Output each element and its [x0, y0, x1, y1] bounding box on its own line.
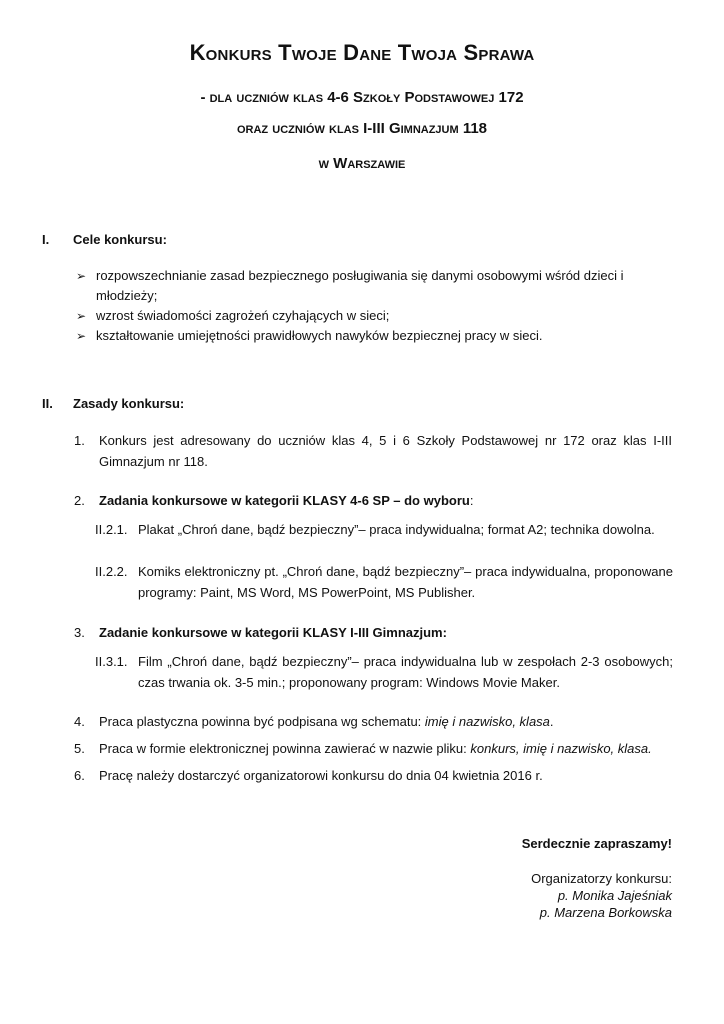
item-number: 6.: [74, 768, 85, 783]
item-number: 2.: [74, 493, 85, 508]
item-heading: Zadania konkursowe w kategorii KLASY 4-6 SP – do wyboru: [99, 493, 470, 508]
invitation-text: Serdecznie zapraszamy!: [521, 836, 672, 851]
list-item: ➢ kształtowanie umiejętności prawidłowych nawyków bezpiecznej pracy w sieci.: [76, 326, 676, 346]
subitem-3-1: [95, 651, 673, 693]
item-number: 5.: [74, 741, 85, 756]
subitem-number: II.2.1.: [95, 522, 128, 537]
organizers-block: [531, 870, 672, 921]
arrow-bullet-icon: ➢: [76, 309, 87, 323]
item-heading: Zadanie konkursowe w kategorii KLASY I-III Gimnazjum:: [99, 625, 447, 640]
subtitle-line-2: oraz uczniów klas I-III Gimnazjum 118: [236, 120, 488, 137]
subtitle-line-3: w Warszawie: [318, 155, 406, 172]
arrow-bullet-icon: ➢: [76, 269, 87, 283]
section-heading-goals: [42, 232, 167, 247]
organizer-name: p. Marzena Borkowska: [539, 905, 672, 920]
section-title: Cele konkursu:: [73, 232, 167, 247]
subtitle-line-1: - dla uczniów klas 4-6 Szkoły Podstawowej 172: [200, 89, 524, 106]
list-item: ➢ wzrost świadomości zagrożeń czyhających w sieci;: [76, 306, 676, 326]
section-heading-rules: [42, 396, 184, 411]
item-text: Konkurs jest adresowany do uczniów klas 4, 5 i 6 Szkoły Podstawowej nr 172 oraz klas I-III Gimnazjum nr 118.: [99, 433, 672, 469]
subitem-2-1: [95, 519, 673, 540]
organizers-label: Organizatorzy konkursu:: [531, 871, 672, 886]
subitem-number: II.2.2.: [95, 564, 128, 579]
document-title: Konkurs Twoje Dane Twoja Sprawa: [189, 40, 535, 65]
goals-list: [76, 266, 676, 346]
subitem-text: Film „Chroń dane, bądź bezpieczny”– praca indywidualna lub w zespołach 2-3 osobowych; czas trwania ok. 3-5 min.; proponowany program: Windows Movie Maker.: [138, 654, 673, 690]
rule-item-5: 5. Praca w formie elektronicznej powinna zawierać w nazwie pliku: konkurs, imię i nazwisko, klasa.: [74, 738, 672, 759]
subitem-number: II.3.1.: [95, 654, 128, 669]
rule-item-3: [74, 622, 672, 643]
rule-item-6: [74, 765, 672, 786]
section-number: I.: [42, 232, 50, 247]
item-number: 4.: [74, 714, 85, 729]
rule-item-4: 4. Praca plastyczna powinna być podpisana wg schematu: imię i nazwisko, klasa.: [74, 711, 672, 732]
subitem-text: Plakat „Chroń dane, bądź bezpieczny”– praca indywidualna; format A2; technika dowolna.: [138, 522, 655, 537]
item-number: 1.: [74, 433, 85, 448]
subitem-2-2: [95, 561, 673, 603]
rule-item-2: 2. Zadania konkursowe w kategorii KLASY 4-6 SP – do wyboru:: [74, 490, 672, 511]
organizer-name: p. Monika Jajeśniak: [557, 888, 672, 903]
section-number: II.: [42, 396, 53, 411]
subitem-text: Komiks elektroniczny pt. „Chroń dane, bądź bezpieczny”– praca indywidualna, proponowane programy: Paint, MS Word, MS PowerPoint, MS Publisher.: [138, 564, 673, 600]
section-title: Zasady konkursu:: [73, 396, 185, 411]
list-item: ➢ rozpowszechnianie zasad bezpiecznego posługiwania się danymi osobowymi wśród dzieci i młodzieży;: [76, 268, 624, 303]
item-number: 3.: [74, 625, 85, 640]
item-text: Pracę należy dostarczyć organizatorowi konkursu do dnia 04 kwietnia 2016 r.: [99, 768, 543, 783]
arrow-bullet-icon: ➢: [76, 329, 87, 343]
rule-item-1: [74, 430, 672, 472]
